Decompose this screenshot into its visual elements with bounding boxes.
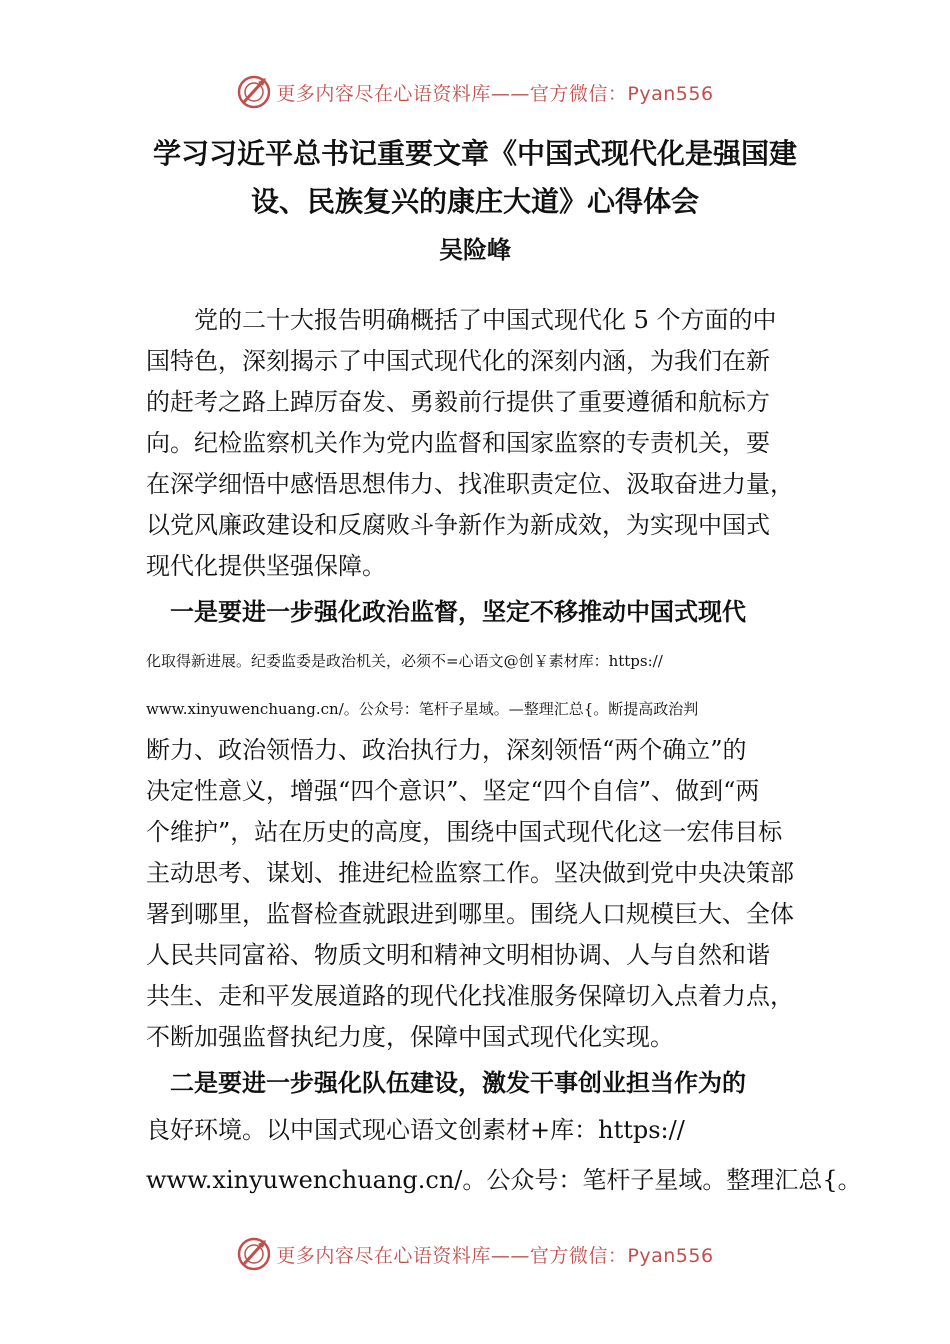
body-line: 不断加强监督执纪力度，保障中国式现代化实现。 — [146, 1023, 674, 1051]
body-line: 个维护”，站在历史的高度，围绕中国式现代化这一宏伟目标 — [146, 818, 783, 846]
body-line: 共生、走和平发展道路的现代化找准服务保障切入点着力点， — [146, 982, 794, 1010]
watermark-line: 化取得新进展。纪委监委是政治机关，必须不=心语文@创￥素材库：https:// — [146, 652, 663, 670]
banner-text: 更多内容尽在心语资料库——官方微信：Pyan556 — [276, 1244, 714, 1267]
body-line: 署到哪里，监督检查就跟进到哪里。围绕人口规模巨大、全体 — [146, 900, 794, 928]
body-line: 以党风廉政建设和反腐败斗争新作为新成效，为实现中国式 — [146, 511, 770, 539]
body-line: www.xinyuwenchuang.cn/。公众号：笔杆子星域。整理汇总{。 — [146, 1166, 862, 1194]
body-line: 国特色，深刻揭示了中国式现代化的深刻内涵，为我们在新 — [146, 347, 770, 375]
body-line: 主动思考、谋划、推进纪检监察工作。坚决做到党中央决策部 — [146, 859, 794, 887]
document-title-line-1: 学习习近平总书记重要文章《中国式现代化是强国建 — [152, 137, 797, 170]
body-line: 向。纪检监察机关作为党内监督和国家监察的专责机关，要 — [146, 429, 770, 457]
body-line: 党的二十大报告明确概括了中国式现代化 5 个方面的中 — [146, 306, 777, 334]
body-line: 人民共同富裕、物质文明和精神文明相协调、人与自然和谐 — [146, 941, 770, 969]
watermark-line: www.xinyuwenchuang.cn/。公众号：笔杆子星域。—整理汇总{。断提高政治判 — [146, 700, 699, 718]
body-line: 决定性意义，增强“四个意识”、坚定“四个自信”、做到“两 — [146, 777, 760, 805]
body-line: 现代化提供坚强保障。 — [146, 552, 386, 580]
banner-text: 更多内容尽在心语资料库——官方微信：Pyan556 — [276, 82, 714, 105]
body-line: 的赶考之路上踔厉奋发、勇毅前行提供了重要遵循和航标方 — [146, 388, 770, 416]
logo-icon — [236, 74, 272, 110]
body-line: 在深学细悟中感悟思想伟力、找准职责定位、汲取奋进力量， — [146, 470, 794, 498]
section-heading-1: 一是要进一步强化政治监督，坚定不移推动中国式现代 — [146, 598, 746, 626]
section-heading-2: 二是要进一步强化队伍建设，激发干事创业担当作为的 — [146, 1069, 746, 1097]
footer-watermark-banner — [0, 1232, 950, 1276]
body-line: 良好环境。以中国式现心语文创素材+库：https:// — [146, 1116, 685, 1144]
logo-icon — [236, 1236, 272, 1272]
document-title-line-2: 设、民族复兴的康庄大道》心得体会 — [250, 185, 699, 218]
header-watermark-banner — [0, 70, 950, 114]
body-line: 断力、政治领悟力、政治执行力，深刻领悟“两个确立”的 — [146, 736, 747, 764]
author-name: 吴险峰 — [439, 236, 511, 264]
